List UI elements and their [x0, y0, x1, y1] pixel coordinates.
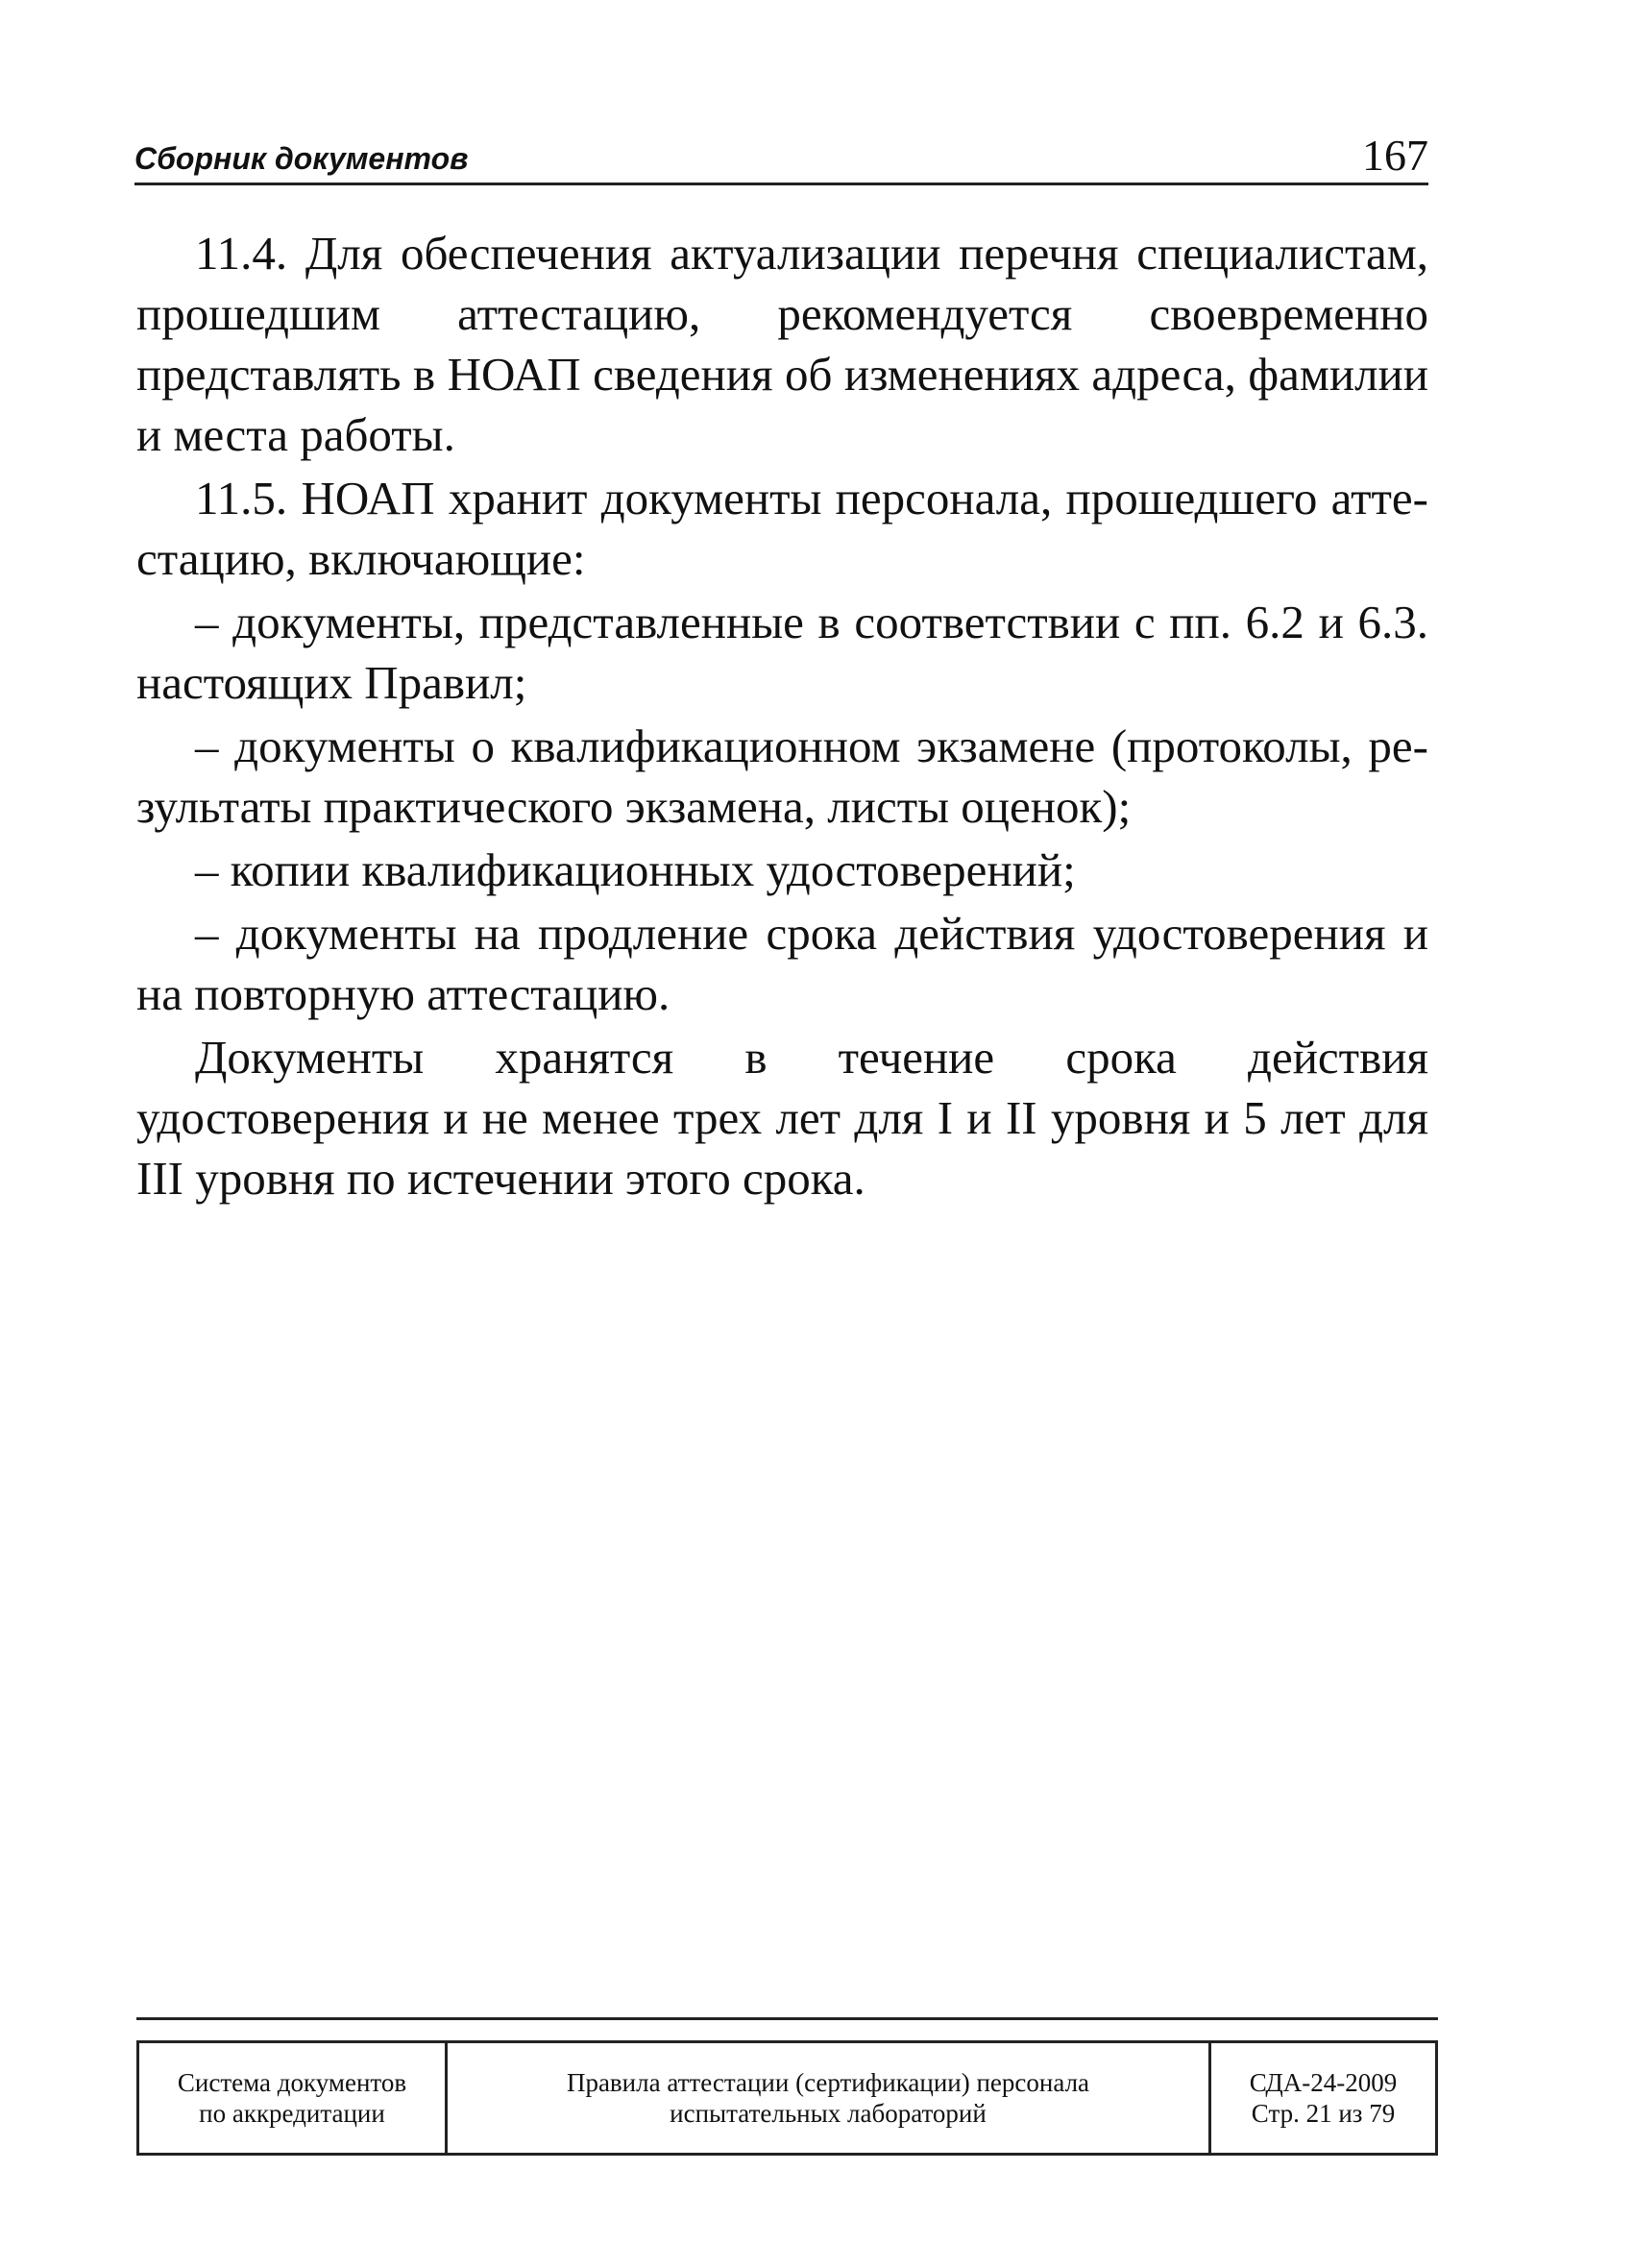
footer-table: [136, 2040, 1438, 2156]
paragraph-storage-period: Документы хранятся в течение срока действия удостоверения и не менее трех лет для I и II уровня и 5 лет для III уровня по истечении этого срока.: [136, 1031, 1428, 1205]
paragraph-11-5: 11.5. НОАП хранит документы персонала, прошедшего аттестацию, включающие:: [136, 472, 1428, 585]
footer-page-ref: Стр. 21 из 79: [1251, 2099, 1396, 2128]
footer-cell-doc-title: [448, 2043, 1211, 2153]
list-item-documents-submitted: – документы, представленные в соответствии с пп. 6.2 и 6.3. настоящих Правил;: [136, 596, 1428, 709]
footer-system-line2: по аккредитации: [199, 2099, 385, 2128]
list-item-certificate-copies: – копии квалификационных удостоверений;: [195, 843, 1076, 896]
footer-cell-doc-code: [1211, 2043, 1435, 2153]
footer-divider: [136, 2017, 1438, 2020]
paragraph-11-4: 11.4. Для обеспечения актуализации перечня специалистам, прошедшим аттестацию, рекомендуется своевременно представлять в НОАП сведения об изменениях адреса, фамилии и места работы.: [136, 227, 1428, 461]
collection-title: Сборник документов: [134, 141, 469, 176]
footer-doc-title-line2: испытательных лабораторий: [670, 2099, 987, 2128]
body-text: [136, 223, 1428, 1211]
list-item-exam-documents: – документы о квалификационном экзамене (протоколы, результаты практического экзамена, листы оценок);: [136, 719, 1428, 833]
page-number: 167: [1362, 131, 1428, 180]
footer-doc-title-line1: Правила аттестации (сертификации) персонала: [566, 2068, 1090, 2097]
footer-system-line1: Система документов: [177, 2068, 407, 2097]
list-item-renewal-documents: – документы на продление срока действия удостоверения и на повторную аттестацию.: [136, 907, 1428, 1020]
running-header: [134, 131, 1428, 185]
footer-cell-system: [139, 2043, 448, 2153]
footer-doc-code: СДА-24-2009: [1249, 2068, 1398, 2097]
